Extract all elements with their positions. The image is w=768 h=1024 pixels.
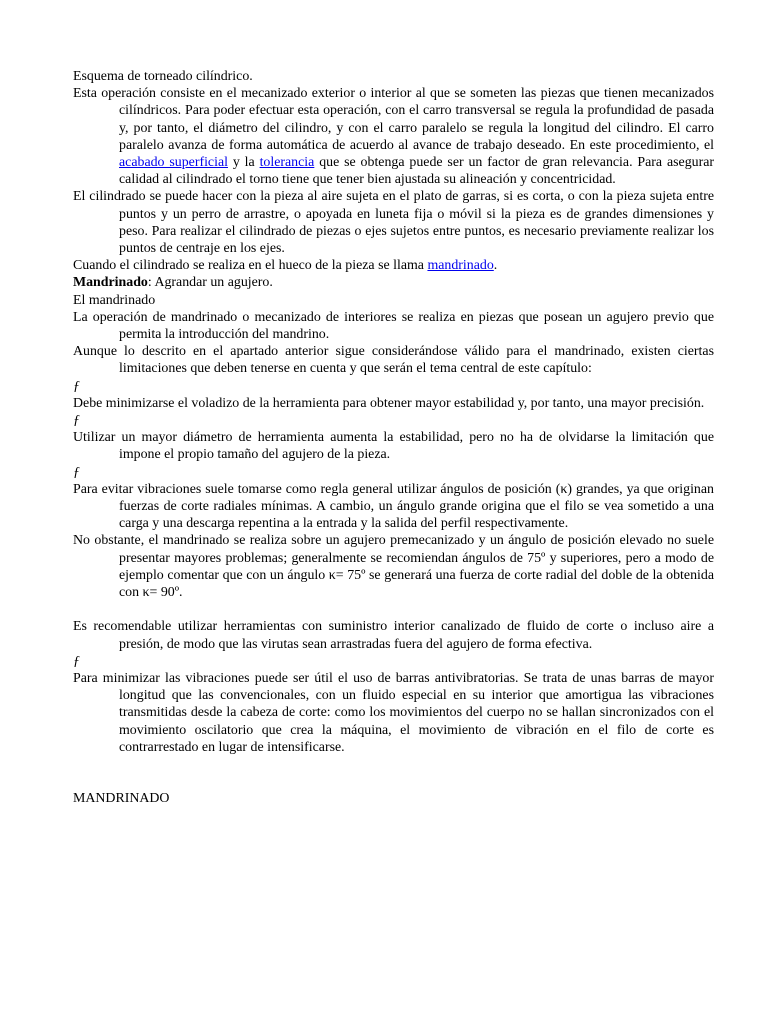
paragraph-boring-intro bbox=[73, 257, 714, 274]
paragraph-cylindrical-mounting: El cilindrado se puede hacer con la pieza al aire sujeta en el plato de garras, si es corta, o con la pieza sujeta entre puntos y un perro de arrastre, o apoyada en luneta fija o móvil si la pieza es de grandes dimensiones y peso. Para realizar el cilindrado de piezas o ejes sujetos entre puntos, es necesario previamente realizar los puntos de centraje en los ejes. bbox=[73, 189, 714, 257]
paragraph-cutting-fluid: Es recomendable utilizar herramientas con suministro interior canalizado de fluido de corte o incluso aire a presión, de modo que las virutas sean arrastradas fuera del agujero de forma efectiva. bbox=[73, 619, 714, 652]
link-tolerancia[interactable]: tolerancia bbox=[259, 155, 315, 171]
text-run: que se obtenga puede ser un factor de gran relevancia. Para asegurar calidad al cilindrado el torno tiene que tener bien ajustada su alineación y concentricidad. bbox=[119, 155, 715, 188]
document-body bbox=[73, 68, 714, 807]
bullet-glyph: ƒ bbox=[73, 464, 80, 480]
paragraph-entry-angles: Para evitar vibraciones suele tomarse como regla general utilizar ángulos de posición (κ) grandes, ya que originan fuerzas de corte radiales mínimas. A cambio, un ángulo grande origina que el filo se vea sometido a una carga y una descarga repentina a la entrada y la salida del perfil respectivamente. bbox=[73, 481, 714, 532]
text-run: . bbox=[493, 258, 498, 274]
text-run: Cuando el cilindrado se realiza en el hueco de la pieza se llama bbox=[73, 258, 428, 274]
text-run: Esta operación consiste en el mecanizado exterior o interior al que se someten las piezas que tienen mecanizados cilíndricos. Para poder efectuar esta operación, con el carro transversal se regula la profundidad de pasada y, por tanto, el diámetro del cilindro, y con el carro paralelo se regula la longitud del cilindro. El carro paralelo avanza de forma automática de acuerdo al avance de trabajo deseado. En este procedimiento, el bbox=[73, 86, 714, 153]
bullet-glyph: ƒ bbox=[73, 378, 80, 394]
paragraph-antivibration-bars: Para minimizar las vibraciones puede ser útil el uso de barras antivibratorias. Se trata de unas barras de mayor longitud que las convencionales, con un fluido especial en su interior que amortigua las vibraciones transmitidas desde la cabeza de corte: como los movimientos del cuerpo no se hallan sincronizados con el movimiento oscilatorio que crea la máquina, el movimiento de vibración en el filo de corte es contrarrestado en lugar de intensificarse. bbox=[73, 671, 714, 755]
text-run: y la bbox=[227, 155, 260, 171]
blank-line bbox=[73, 601, 714, 618]
intro-title: Esquema de torneado cilíndrico. bbox=[73, 69, 253, 84]
definition-text: : Agrandar un agujero. bbox=[147, 275, 273, 291]
section-heading-el-mandrinado: El mandrinado bbox=[73, 292, 156, 308]
footer-heading: MANDRINADO bbox=[73, 791, 170, 807]
bullet-glyph: ƒ bbox=[73, 653, 80, 669]
paragraph-limitations: Aunque lo descrito en el apartado anterior sigue considerándose válido para el mandrinado, existen ciertas limitaciones que deben tenerse en cuenta y que serán el tema central de este capítulo: bbox=[73, 344, 714, 377]
bullet-glyph: ƒ bbox=[73, 413, 80, 429]
blank-lines bbox=[73, 756, 714, 790]
paragraph-premachined-hole: No obstante, el mandrinado se realiza sobre un agujero premecanizado y un ángulo de posición elevado no suele presentar mayores problemas; generalmente se recomiendan ángulos de 75º y superiores, pero a modo de ejemplo comentar que con un ángulo κ= 75º se generará una fuerza de corte radial del doble de la obtenida con κ= 90º. bbox=[73, 533, 714, 601]
paragraph-boring-operation: La operación de mandrinado o mecanizado de interiores se realiza en piezas que posean un agujero previo que permita la introducción del mandrino. bbox=[73, 309, 714, 343]
paragraph-cylindrical-turning bbox=[73, 85, 714, 188]
paragraph-overhang: Debe minimizarse el voladizo de la herramienta para obtener mayor estabilidad y, por tanto, una mayor precisión. bbox=[73, 395, 705, 411]
paragraph-tool-diameter: Utilizar un mayor diámetro de herramienta aumenta la estabilidad, pero no ha de olvidarse la limitación que impone el propio tamaño del agujero de la pieza. bbox=[73, 430, 714, 463]
definition-mandrinado bbox=[73, 274, 714, 291]
link-mandrinado[interactable]: mandrinado bbox=[427, 258, 494, 274]
term-mandrinado: Mandrinado bbox=[73, 275, 148, 291]
link-acabado-superficial[interactable]: acabado superficial bbox=[119, 155, 228, 171]
